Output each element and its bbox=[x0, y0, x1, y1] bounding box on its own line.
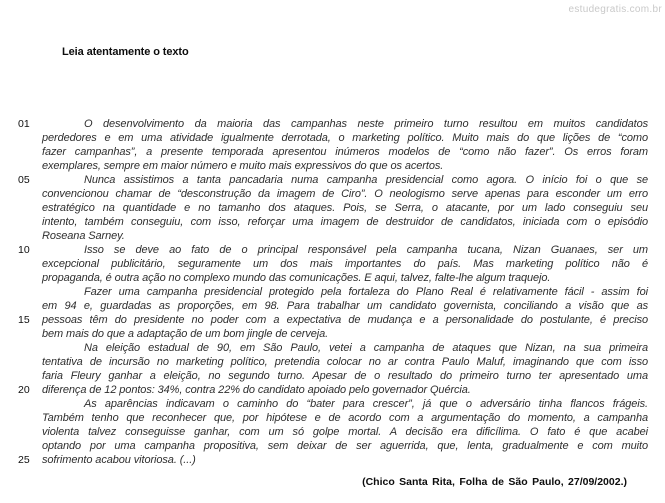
text-line bbox=[42, 271, 648, 285]
text-line bbox=[42, 257, 648, 271]
line-number: 20 bbox=[18, 384, 30, 396]
text-line bbox=[42, 397, 648, 411]
line-number: 01 bbox=[18, 118, 30, 130]
text-line bbox=[42, 159, 648, 173]
line-text: Também tenho que reconhecer que, por hipótese e de acordo com a argumentação do momento, a campanha bbox=[42, 412, 648, 424]
text-line bbox=[42, 425, 648, 439]
line-text: tentativa de incursão no marketing político, pretendia colocar no ar contra Paulo Maluf, imaginando que com isso bbox=[42, 356, 648, 368]
text-block bbox=[18, 117, 648, 467]
text-line bbox=[42, 439, 648, 453]
line-text: sofrimento acabou vitoriosa. (...) bbox=[42, 454, 196, 466]
text-line bbox=[42, 341, 648, 355]
line-text: exemplares, sempre em maior número e muito mais expressivos do que os acertos. bbox=[42, 160, 444, 172]
text-line bbox=[18, 117, 648, 131]
line-number: 05 bbox=[18, 174, 30, 186]
line-text: intento, também conseguiu, com isso, reforçar uma imagem de destruidor de candidatos, iniciada com o episódio bbox=[42, 216, 648, 228]
line-text: optando por uma campanha propositiva, sem deixar de ser aguerrida, que, lenta, gradualmente e com muito bbox=[42, 440, 648, 452]
text-line bbox=[42, 327, 648, 341]
text-line bbox=[42, 285, 648, 299]
line-text: perdedores e em uma atividade igualmente derrotada, o marketing político. Muito mais do que lições de “como bbox=[42, 132, 648, 144]
watermark: estudegratis.com.br bbox=[568, 4, 662, 15]
text-line bbox=[42, 229, 648, 243]
citation: (Chico Santa Rita, Folha de São Paulo, 27/09/2002.) bbox=[362, 476, 627, 488]
line-text: pessoas têm do presidente no poder com a expectativa de mudança e a personalidade do postulante, é preciso bbox=[42, 314, 648, 326]
line-text: O desenvolvimento da maioria das campanhas neste primeiro turno resultou em muitos candidatos bbox=[84, 118, 648, 130]
line-text: bem mais do que a adaptação de um bom jingle de cerveja. bbox=[42, 328, 329, 340]
text-line bbox=[18, 313, 648, 327]
line-number: 25 bbox=[18, 454, 30, 466]
line-number: 10 bbox=[18, 244, 30, 256]
line-text: estratégico na quantidade e no tamanho dos ataques. Pois, se Serra, o atacante, por um lado conseguiu seu bbox=[42, 202, 648, 214]
line-text: Na eleição estadual de 90, em São Paulo, vetei a campanha de ataques que Nizan, na sua primeira bbox=[84, 342, 648, 354]
text-line bbox=[18, 243, 648, 257]
line-text: em 94 e, guardadas as proporções, em 98. Para trabalhar um candidato governista, conciliando a visão que as bbox=[42, 300, 648, 312]
text-line bbox=[42, 131, 648, 145]
text-line bbox=[42, 411, 648, 425]
line-text: fazer campanhas”, a presente temporada apresentou inúmeros modelos de “como não fazer”. Os erros foram bbox=[42, 146, 648, 158]
line-text: As aparências indicavam o caminho do “bater para crescer”, já que o adversário tinha flancos frágeis. bbox=[84, 398, 648, 410]
text-line bbox=[42, 201, 648, 215]
text-line bbox=[42, 355, 648, 369]
page-title: Leia atentamente o texto bbox=[62, 46, 189, 58]
text-line bbox=[18, 173, 648, 187]
text-line bbox=[42, 299, 648, 313]
text-line bbox=[42, 215, 648, 229]
line-text: Fazer uma campanha presidencial protegido pela fortaleza do Plano Real é relativamente fácil - assim foi bbox=[84, 286, 648, 298]
line-text: faria Fleury ganhar a eleição, no segundo turno. Apesar de o resultado do primeiro turno ter apresentado uma bbox=[42, 370, 648, 382]
line-text: diferença de 12 pontos: 34%, contra 22% do candidato apoiado pelo governador Quércia. bbox=[42, 384, 471, 396]
line-text: Roseana Sarney. bbox=[42, 230, 125, 242]
line-text: violenta talvez conseguisse ganhar, com um só golpe mortal. A decisão era dificílima. O fato é que acabei bbox=[42, 426, 648, 438]
text-line bbox=[18, 453, 648, 467]
line-text: excepcional publicitário, seguramente um dos mais importantes do país. Mas marketing político não é bbox=[42, 258, 648, 270]
line-text: propaganda, é outra ação no complexo mundo das comunicações. E aqui, talvez, falte-lhe algum traquejo. bbox=[42, 272, 551, 284]
line-text: Nunca assistimos a tanta pancadaria numa campanha presidencial como agora. O início foi o que se bbox=[84, 174, 648, 186]
line-text: convencionou chamar de “desconstrução da imagem de Ciro”. O neologismo serve apenas para esconder um erro bbox=[42, 188, 648, 200]
text-line bbox=[42, 369, 648, 383]
line-number: 15 bbox=[18, 314, 30, 326]
text-line bbox=[18, 383, 648, 397]
text-line bbox=[42, 187, 648, 201]
text-line bbox=[42, 145, 648, 159]
line-text: Isso se deve ao fato de o principal responsável pela campanha tucana, Nizan Guanaes, ser um bbox=[84, 244, 648, 256]
